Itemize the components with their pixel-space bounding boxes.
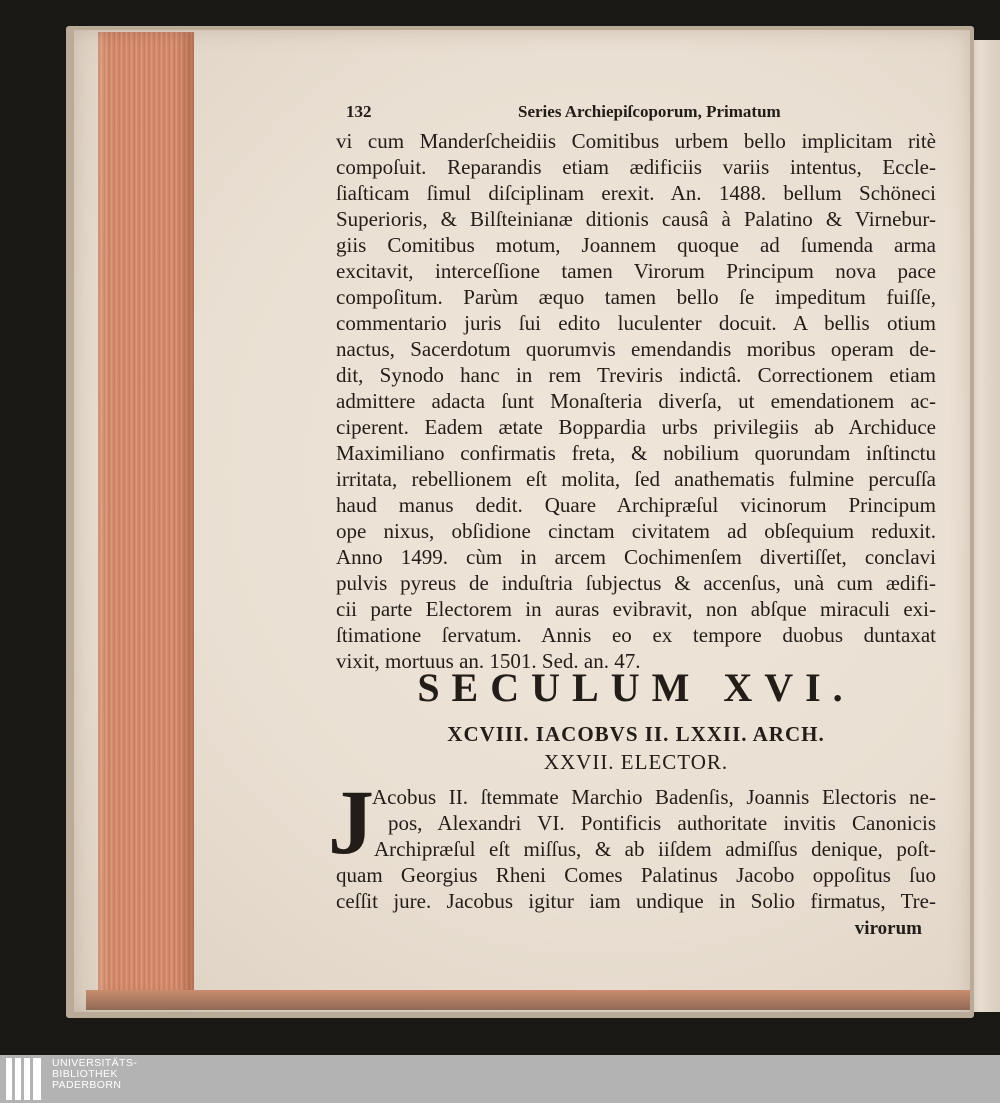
body-line: compoſitum. Parùm æquo tamen bello ſe impeditum fuiſſe,: [336, 285, 936, 309]
body-line: Anno 1499. cùm in arcem Cochimenſem divertiſſet, conclavi: [336, 545, 936, 569]
body-line: ciperent. Eadem ætate Boppardia urbs privilegiis ab Archiduce: [336, 415, 936, 439]
catchword: virorum: [854, 918, 922, 939]
library-footer: [0, 1055, 1000, 1103]
para2-line: Acobus II. ſtemmate Marchio Badenſis, Joannis Electoris ne-: [372, 785, 936, 809]
body-line: commentario juris ſui edito luculenter docuit. A bellis otium: [336, 311, 936, 335]
body-line: pulvis pyreus de induſtria ſubjectus & accenſus, unà cum ædifi-: [336, 571, 936, 595]
logo-line: PADERBORN: [52, 1079, 122, 1091]
body-line: admittere adacta ſunt Monaſteria diverſa, ut emendationem ac-: [336, 389, 936, 413]
body-line: Maximiliano confirmatis freta, & nobilium quorundam inſtinctu: [336, 441, 936, 465]
body-line: vi cum Manderſcheidiis Comitibus urbem bello implicitam ritè: [336, 129, 936, 153]
entry-heading: XCVIII. IACOBVS II. LXXII. ARCH.: [447, 722, 825, 746]
running-title: Series Archiepiſcoporum, Primatum: [518, 102, 781, 121]
body-line: irritata, rebellionem eſt molita, ſed anathematis fulmine percuſſa: [336, 467, 936, 491]
body-line: cii parte Electorem in auras evibravit, non abſque miraculi exi-: [336, 597, 936, 621]
drop-cap: J: [328, 771, 374, 873]
para2-line: Archipræſul eſt miſſus, & ab iiſdem admiſſus denique, poſt-: [374, 837, 936, 861]
body-line: haud manus dedit. Quare Archipræſul vicinorum Principum: [336, 493, 936, 517]
body-line: ſtimatione ſervatum. Annis eo ex tempore duobus duntaxat: [336, 623, 936, 647]
page-bottom-edge: [86, 990, 970, 1010]
body-line: ope nixus, obſidione cinctam civitatem ad obſequium reduxit.: [336, 519, 936, 543]
para2-line: quam Georgius Rheni Comes Palatinus Jacobo oppoſitus ſuo: [336, 863, 936, 887]
library-logo-icon: [6, 1058, 46, 1100]
logo-line: BIBLIOTHEK: [52, 1068, 118, 1080]
text-block: [328, 96, 936, 956]
library-logo-text: [52, 1058, 137, 1091]
entry-subheading: XXVII. ELECTOR.: [543, 750, 729, 774]
body-line: nactus, Sacerdotum quorumvis emendandis moribus operam de-: [336, 337, 936, 361]
section-heading: SECULUM XVI.: [417, 665, 855, 710]
body-line: vixit, mortuus an. 1501. Sed. an. 47.: [336, 649, 641, 673]
body-line: ſiaſticam ſimul diſciplinam erexit. An. 1488. bellum Schöneci: [336, 181, 936, 205]
body-line: Superioris, & Bilſteinianæ ditionis causâ à Palatino & Virnebur-: [336, 207, 936, 231]
red-fore-edge: [98, 32, 194, 998]
body-line: excitavit, interceſſione tamen Virorum Principum nova pace: [336, 259, 936, 283]
body-line: giis Comitibus motum, Joannem quoque ad ſumenda arma: [336, 233, 936, 257]
para2-line: ceſſit jure. Jacobus igitur iam undique in Solio firmatus, Tre-: [336, 889, 936, 913]
page-number: 132: [346, 102, 372, 121]
logo-line: UNIVERSITÄTS-: [52, 1057, 138, 1069]
running-header: [346, 102, 936, 126]
body-line: compoſuit. Reparandis etiam ædificiis variis intentus, Eccle-: [336, 155, 936, 179]
body-line: dit, Synodo hanc in rem Treviris indictâ. Correctionem etiam: [336, 363, 936, 387]
para2-line: pos, Alexandri VI. Pontificis authoritate invitis Canonicis: [388, 811, 936, 835]
